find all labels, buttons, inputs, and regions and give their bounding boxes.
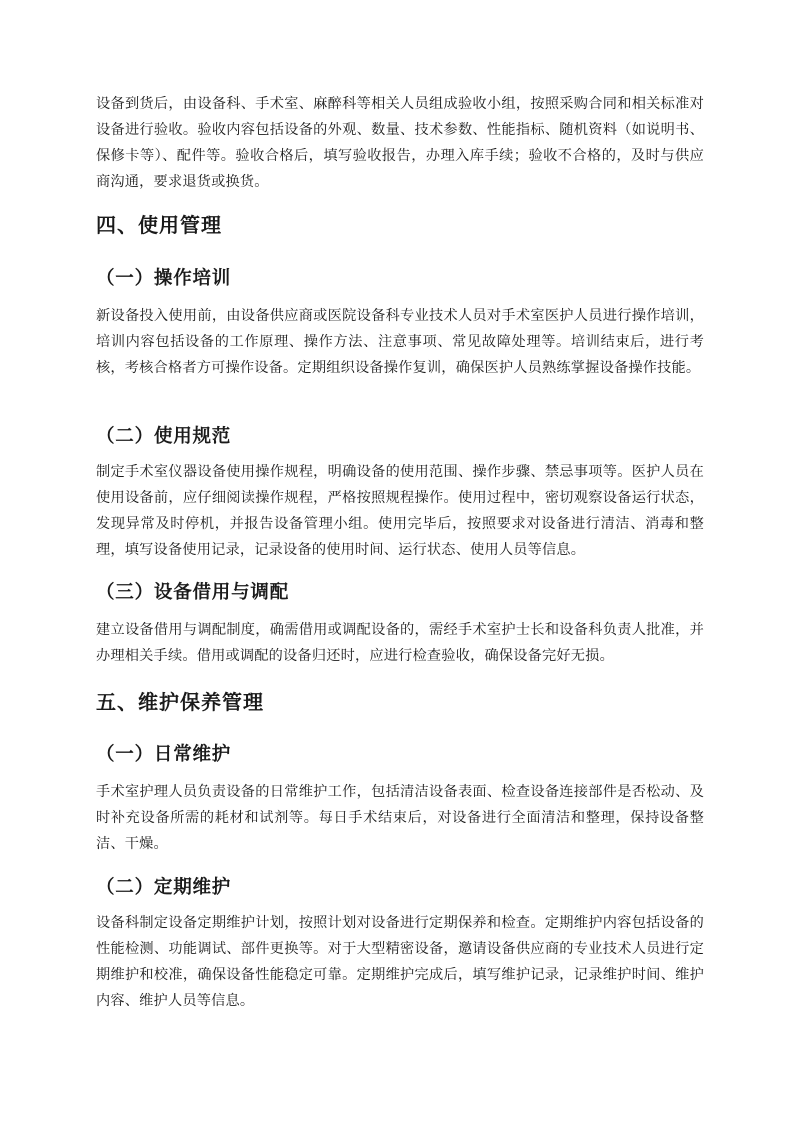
paragraph-borrowing-allocation: 建立设备借用与调配制度，确需借用或调配设备的，需经手术室护士长和设备科负责人批准，并办理相关手续。借用或调配的设备归还时，应进行检查验收，确保设备完好无损。 [96,622,704,664]
paragraph-periodic-maintenance: 设备科制定设备定期维护计划，按照计划对设备进行定期保养和检查。定期维护内容包括设备的性能检测、功能调试、部件更换等。对于大型精密设备，邀请设备供应商的专业技术人员进行定期维护和校准，确保设备性能稳定可靠。定期维护完成后，填写维护记录，记录维护时间、维护内容、维护人员等信息。 [96,915,704,1009]
paragraph-acceptance: 设备到货后，由设备科、手术室、麻醉科等相关人员组成验收小组，按照采购合同和相关标准对设备进行验收。验收内容包括设备的外观、数量、技术参数、性能指标、随机资料（如说明书、保修卡等）、配件等。验收合格后，填写验收报告，办理入库手续；验收不合格的，及时与供应商沟通，要求退货或换货。 [96,96,704,190]
paragraph-usage-norms: 制定手术室仪器设备使用操作规程，明确设备的使用范围、操作步骤、禁忌事项等。医护人员在使用设备前，应仔细阅读操作规程，严格按照规程操作。使用过程中，密切观察设备运行状态，发现异常及时停机，并报告设备管理小组。使用完毕后，按照要求对设备进行清洁、消毒和整理，填写设备使用记录，记录设备的使用时间、运行状态、使用人员等信息。 [96,464,704,558]
paragraph-daily-maintenance: 手术室护理人员负责设备的日常维护工作，包括清洁设备表面、检查设备连接部件是否松动、及时补充设备所需的耗材和试剂等。每日手术结束后，对设备进行全面清洁和整理，保持设备整洁、干燥。 [96,784,704,852]
paragraph-operation-training: 新设备投入使用前，由设备供应商或医院设备科专业技术人员对手术室医护人员进行操作培训，培训内容包括设备的工作原理、操作方法、注意事项、常见故障处理等。培训结束后，进行考核，考核合格者方可操作设备。定期组织设备操作复训，确保医护人员熟练掌握设备操作技能。 [96,308,704,376]
section-title-usage-management: 四、使用管理 [96,213,222,237]
subsection-title-periodic-maintenance: （二）定期维护 [96,877,232,898]
subsection-title-daily-maintenance: （一）日常维护 [96,744,232,765]
subsection-title-usage-norms: （二）使用规范 [96,426,232,447]
subsection-title-borrowing-allocation: （三）设备借用与调配 [96,582,290,603]
subsection-title-operation-training: （一）操作培训 [96,268,232,289]
section-title-maintenance-management: 五、维护保养管理 [96,690,264,714]
